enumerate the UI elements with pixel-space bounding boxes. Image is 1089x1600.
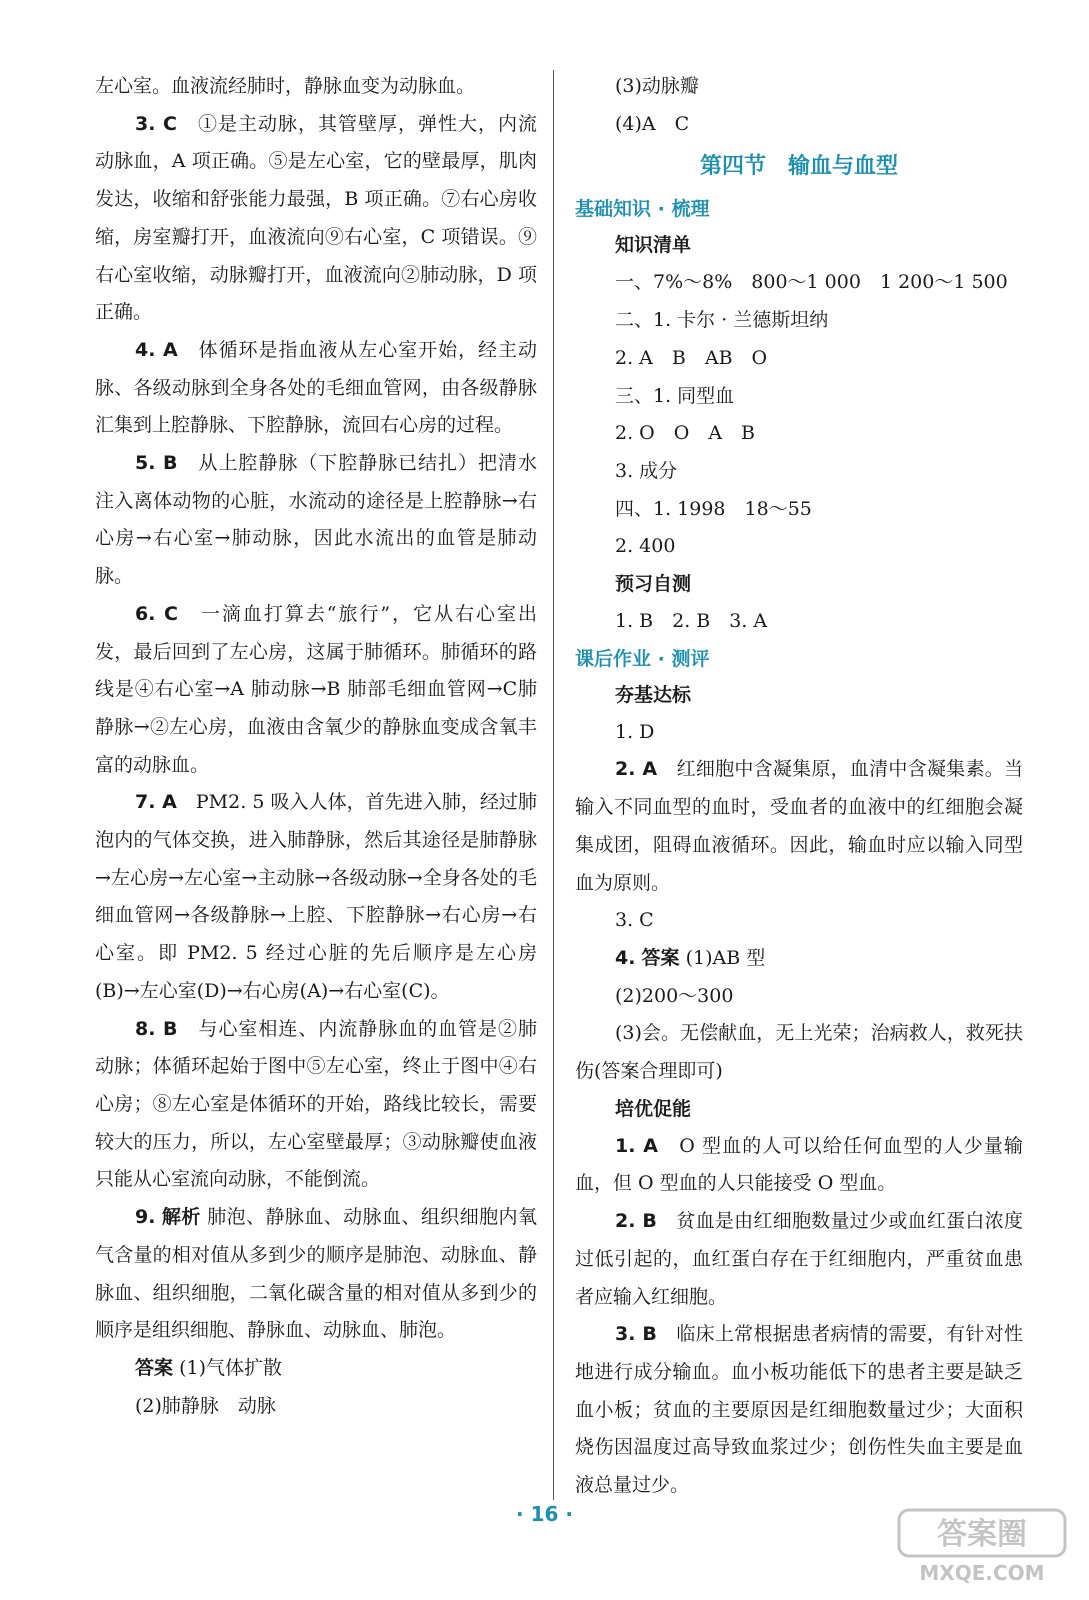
item-explanation: 红细胞中含凝集原，血清中含凝集素。当输入不同血型的血时，受血者的血液中的红细胞会凝集成团，阻碍血液循环。因此，输血时应以输入同型血为原则。 <box>575 758 1023 894</box>
basic-answer-2 <box>575 751 1023 902</box>
item-explanation: 体循环是指血液从左心室开始，经主动脉、各级动脉到全身各处的毛细血管网，由各级静脉汇集到上腔静脉、下腔静脉，流回右心房的过程。 <box>95 338 537 437</box>
item-explanation: O 型血的人可以给任何血型的人少量输血，但 O 型血的人只能接受 O 型血。 <box>575 1134 1023 1195</box>
item-explanation: 与心室相连、内流静脉血的血管是②肺动脉；体循环起始于图中⑤左心室，终止于图中④右心房；⑧左心室是体循环的开始，路线比较长，需要较大的压力，所以，左心室壁最厚；③动脉瓣使血液只能从心室流向动脉，不能倒流。 <box>95 1017 537 1191</box>
knowledge-line-6: 3. 成分 <box>615 459 678 482</box>
subheading-basic-goals: 夯基达标 <box>615 683 692 706</box>
right-column <box>575 68 1023 1505</box>
knowledge-line-2: 二、1. 卡尔 · 兰德斯坦纳 <box>615 309 829 332</box>
left-column <box>95 68 537 1425</box>
knowledge-line-3: 2. A B AB O <box>615 346 768 369</box>
watermark-url: MXQE.COM <box>919 1561 1045 1585</box>
basic-answer-3: 3. C <box>615 909 654 932</box>
answer-item-9 <box>95 1199 537 1350</box>
item-number: 9. <box>135 1206 156 1229</box>
watermark-title: 答案圈 <box>937 1517 1027 1552</box>
analysis-label: 解析 <box>161 1206 201 1229</box>
answer-9-line-1 <box>95 1350 537 1388</box>
answer-label: 答案 <box>135 1356 174 1379</box>
answer-item-7 <box>95 784 537 1010</box>
answer-4-part-3: (3)会。无偿献血，无上光荣；治病救人，救死扶伤(答案合理即可) <box>575 1022 1023 1083</box>
answer-4-part-1: (1)AB 型 <box>685 946 766 969</box>
left-continuation-text: 左心室。血液流经肺时，静脉血变为动脉血。 <box>95 75 476 97</box>
knowledge-line-4: 三、1. 同型血 <box>615 384 735 407</box>
item-number: 2. A <box>615 758 658 781</box>
knowledge-line-7: 四、1. 1998 18～55 <box>615 497 812 520</box>
item-number: 4. <box>615 946 636 969</box>
basic-answer-4 <box>575 940 1023 978</box>
answer-9-part-1: (1)气体扩散 <box>179 1356 282 1379</box>
item-number: 6. C <box>135 602 178 625</box>
item-number: 4. A <box>135 338 178 361</box>
right-line-1: (4)A C <box>615 112 690 135</box>
item-number: 3. B <box>615 1323 657 1346</box>
watermark-logo <box>897 1508 1067 1586</box>
advanced-answer-3 <box>575 1316 1023 1505</box>
item-explanation: PM2. 5 吸入人体，首先进入肺，经过肺泡内的气体交换，进入肺静脉，然后其途径是肺静脉→左心房→左心室→主动脉→各级动脉→全身各处的毛细血管网→各级静脉→上腔、下腔静脉→右心房→右心室。即 PM2. 5 经过心脏的先后顺序是左心房(B)→左心室(D)→右心房(A)→右心室(C)。 <box>95 791 537 1002</box>
subheading-preview-test: 预习自测 <box>615 573 692 596</box>
item-explanation: ①是主动脉，其管壁厚，弹性大，内流动脉血，A 项正确。⑤是左心室，它的壁最厚，肌肉发达，收缩和舒张能力最强，B 项正确。⑦右心房收缩，房室瓣打开，血液流向⑨右心室，C 项错误。⑨右心室收缩，动脉瓣打开，血液流向②肺动脉，D 项正确。 <box>95 112 537 324</box>
advanced-answer-2 <box>575 1203 1023 1316</box>
answer-item-6 <box>95 596 537 785</box>
item-number: 1. A <box>615 1134 658 1157</box>
item-explanation: 一滴血打算去“旅行”，它从右心室出发，最后回到了左心房，这属于肺循环。肺循环的路线是④右心室→A 肺动脉→B 肺部毛细血管网→C肺静脉→②左心房，血液由含氧少的静脉血变成含氧丰富的动脉血。 <box>95 602 537 776</box>
advanced-answer-1 <box>575 1128 1023 1203</box>
item-number: 7. A <box>135 791 177 814</box>
item-number: 5. B <box>135 452 178 475</box>
section-title: 第四节 输血与血型 <box>699 154 898 180</box>
item-number: 8. B <box>135 1017 178 1040</box>
knowledge-line-1: 一、7%～8% 800～1 000 1 200～1 500 <box>615 271 1008 294</box>
item-number: 2. B <box>615 1210 657 1233</box>
answer-item-3 <box>95 106 537 332</box>
answer-label: 答案 <box>641 946 680 969</box>
page-number: · 16 · <box>516 1502 573 1526</box>
answer-4-part-2: (2)200～300 <box>615 984 734 1007</box>
item-explanation: 肺泡、静脉血、动脉血、组织细胞内氧气含量的相对值从多到少的顺序是肺泡、动脉血、静脉血、组织细胞，二氧化碳含量的相对值从多到少的顺序是组织细胞、静脉血、动脉血、肺泡。 <box>95 1206 537 1342</box>
item-number: 3. C <box>135 112 177 135</box>
item-explanation: 从上腔静脉（下腔静脉已结扎）把清水注入离体动物的心脏，水流动的途径是上腔静脉→右心房→右心室→肺动脉，因此水流出的血管是肺动脉。 <box>95 452 537 588</box>
column-divider <box>553 70 554 1500</box>
knowledge-line-8: 2. 400 <box>615 535 676 558</box>
basic-answer-1: 1. D <box>615 720 655 743</box>
answer-item-4 <box>95 332 537 445</box>
answer-item-8 <box>95 1011 537 1200</box>
knowledge-line-5: 2. O O A B <box>615 422 756 445</box>
category-heading-basics: 基础知识 · 梳理 <box>575 198 710 221</box>
right-line-0: (3)动脉瓣 <box>615 75 699 97</box>
item-explanation: 贫血是由红细胞数量过少或血红蛋白浓度过低引起的，血红蛋白存在于红细胞内，严重贫血患者应输入红细胞。 <box>575 1210 1023 1308</box>
item-explanation: 临床上常根据患者病情的需要，有针对性地进行成分输血。血小板功能低下的患者主要是缺乏血小板；贫血的主要原因是红细胞数量过少；大面积烧伤因温度过高导致血浆过少；创伤性失血主要是血液总量过少。 <box>575 1323 1023 1497</box>
preview-answers: 1. B 2. B 3. A <box>615 610 768 633</box>
subheading-advanced: 培优促能 <box>615 1097 692 1120</box>
category-heading-homework: 课后作业 · 测评 <box>575 647 710 670</box>
answer-item-5 <box>95 445 537 596</box>
answer-9-line-2: (2)肺静脉 动脉 <box>135 1394 276 1417</box>
subheading-knowledge-list: 知识清单 <box>615 234 692 257</box>
